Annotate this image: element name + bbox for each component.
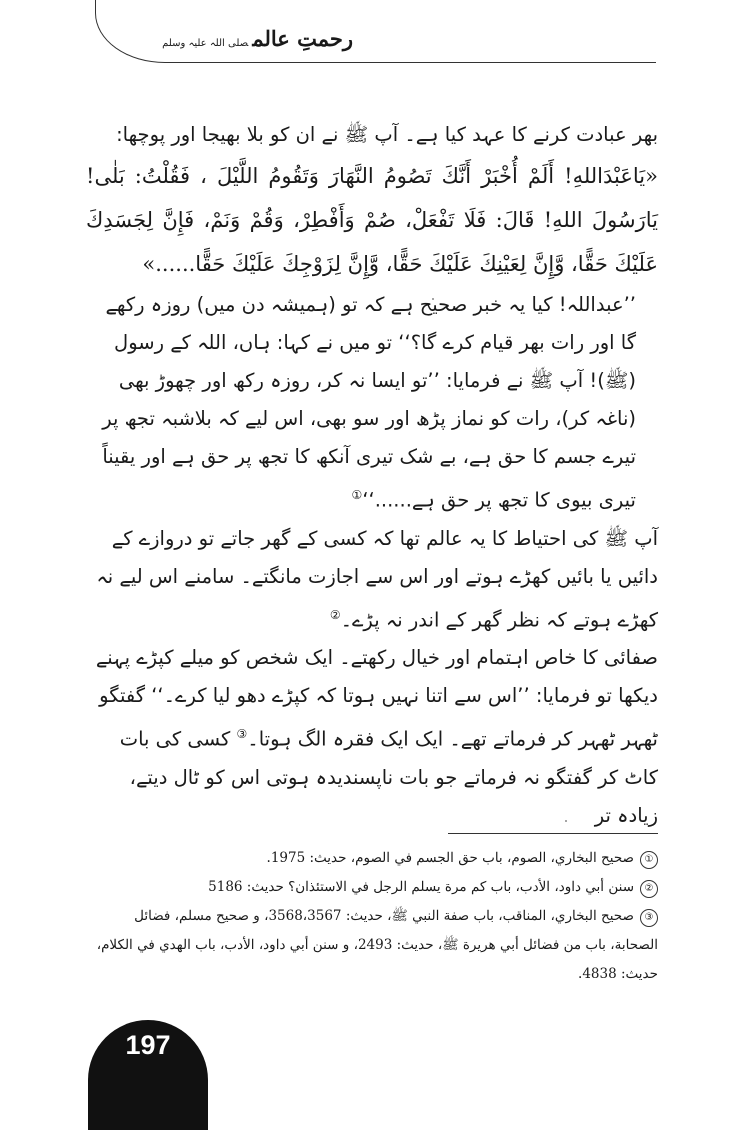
footnote-text: صحيح البخاري، الصوم، باب حق الجسم في الصوم، حديث: 1975. (266, 850, 634, 866)
intro-paragraph: بھر عبادت کرنے کا عہد کیا ہے۔ آپ ﷺ نے ان کو بلا بھیجا اور پوچھا: (116, 123, 658, 146)
footnote-ref-1[interactable]: ① (351, 488, 363, 502)
cleanliness-text-a: صفائی کا خاص اہتمام اور خیال رکھتے۔ ایک شخص کو میلے کپڑے پہنے دیکھا تو فرمایا: ’’اس سے اتنا نہیں ہوتا کہ کپڑے دھو لیا کرے۔‘‘ گفتگو ٹھہر ٹھہر کر فرماتے تھے۔ ایک ایک فقرہ الگ ہوتا۔ (95, 646, 658, 751)
footnote-text: سنن أبي داود، الأدب، باب كم مرة يسلم الرجل في الاستئذان؟ حديث: 5186 (208, 879, 634, 895)
footnote-number: ① (640, 851, 658, 869)
footnote-3 (86, 902, 658, 989)
page-number-tab (88, 1020, 208, 1130)
translation-text: ’’عبداللہ! کیا یہ خبر صحیح ہے کہ تو (ہمیشہ دن میں) روزہ رکھے گا اور رات بھر قیام کرے گا؟‘‘ تو میں نے کہا: ہاں، اللہ کے رسول (ﷺ)! آپ ﷺ نے فرمایا: ’’تو ایسا نہ کر، روزہ رکھ اور چھوڑ بھی (ناغہ کر)، رات کو نماز پڑھ اور سو بھی، اس لیے کہ بلاشبہ تجھ پر تیرے جسم کا حق ہے، بے شک تیری آنکھ کا تجھ پر حق ہے اور یقیناً تیری بیوی کا تجھ پر حق ہے......‘‘ (102, 293, 636, 512)
footnote-number: ③ (640, 909, 658, 927)
cleanliness-paragraph (86, 639, 658, 835)
etiquette-text: آپ ﷺ کی احتیاط کا یہ عالم تھا کہ کسی کے گھر جاتے تو دروازے کے دائیں یا بائیں کھڑے ہوتے اور اس سے اجازت مانگتے۔ سامنے اس لیے نہ کھڑے ہوتے کہ نظر گھر کے اندر نہ پڑے۔ (96, 526, 658, 631)
page-number: 197 (125, 1030, 171, 1060)
footnote-1 (86, 844, 658, 873)
footnote-ref-2[interactable]: ② (329, 607, 341, 622)
running-header (162, 26, 353, 51)
hadith-arabic: «يَاعَبْدَاللهِ! أَلَمْ أُخْبَرْ أَنَّكَ تَصُومُ النَّهَارَ وَتَقُومُ اللَّيْلَ ، فَقُلْتُ: بَلٰى! يَارَسُولَ اللهِ! قَالَ: فَلَا تَفْعَلْ، صُمْ وَأَفْطِرْ، وَقُمْ وَنَمْ، فَإِنَّ لِجَسَدِكَ عَلَيْكَ حَقًّا، وَّإِنَّ لِعَيْنِكَ عَلَيْكَ حَقًّا، وَّإِنَّ لِزَوْجِكَ عَلَيْكَ حَقًّا......» (86, 164, 658, 276)
footnote-text: صحيح البخاري، المناقب، باب صفة النبي ﷺ، حديث: 3568،3567، و صحيح مسلم، فضائل الصحابة، باب من فضائل أبي هريرة ﷺ، حديث: 2493، و سنن أبي داود، الأدب، باب الهدي في الكلام، حديث: 4838. (96, 908, 658, 982)
footnotes (86, 844, 658, 989)
footnote-number: ② (640, 880, 658, 898)
footnote-2 (86, 873, 658, 902)
cleanliness-text-b: کسی کی بات کاٹ کر گفتگو نہ فرماتے جو بات ناپسندیدہ ہوتی اس کو ٹال دیتے، زیادہ تر (119, 727, 658, 827)
translation-paragraph (86, 286, 658, 520)
header-title: رحمتِ عالم (252, 26, 353, 51)
footnote-ref-3[interactable]: ③ (236, 727, 248, 741)
header-subtitle: صلی اللہ علیہ وسلم (162, 38, 249, 49)
footnote-divider (448, 833, 658, 834)
main-text (86, 116, 658, 835)
etiquette-paragraph (86, 520, 658, 640)
